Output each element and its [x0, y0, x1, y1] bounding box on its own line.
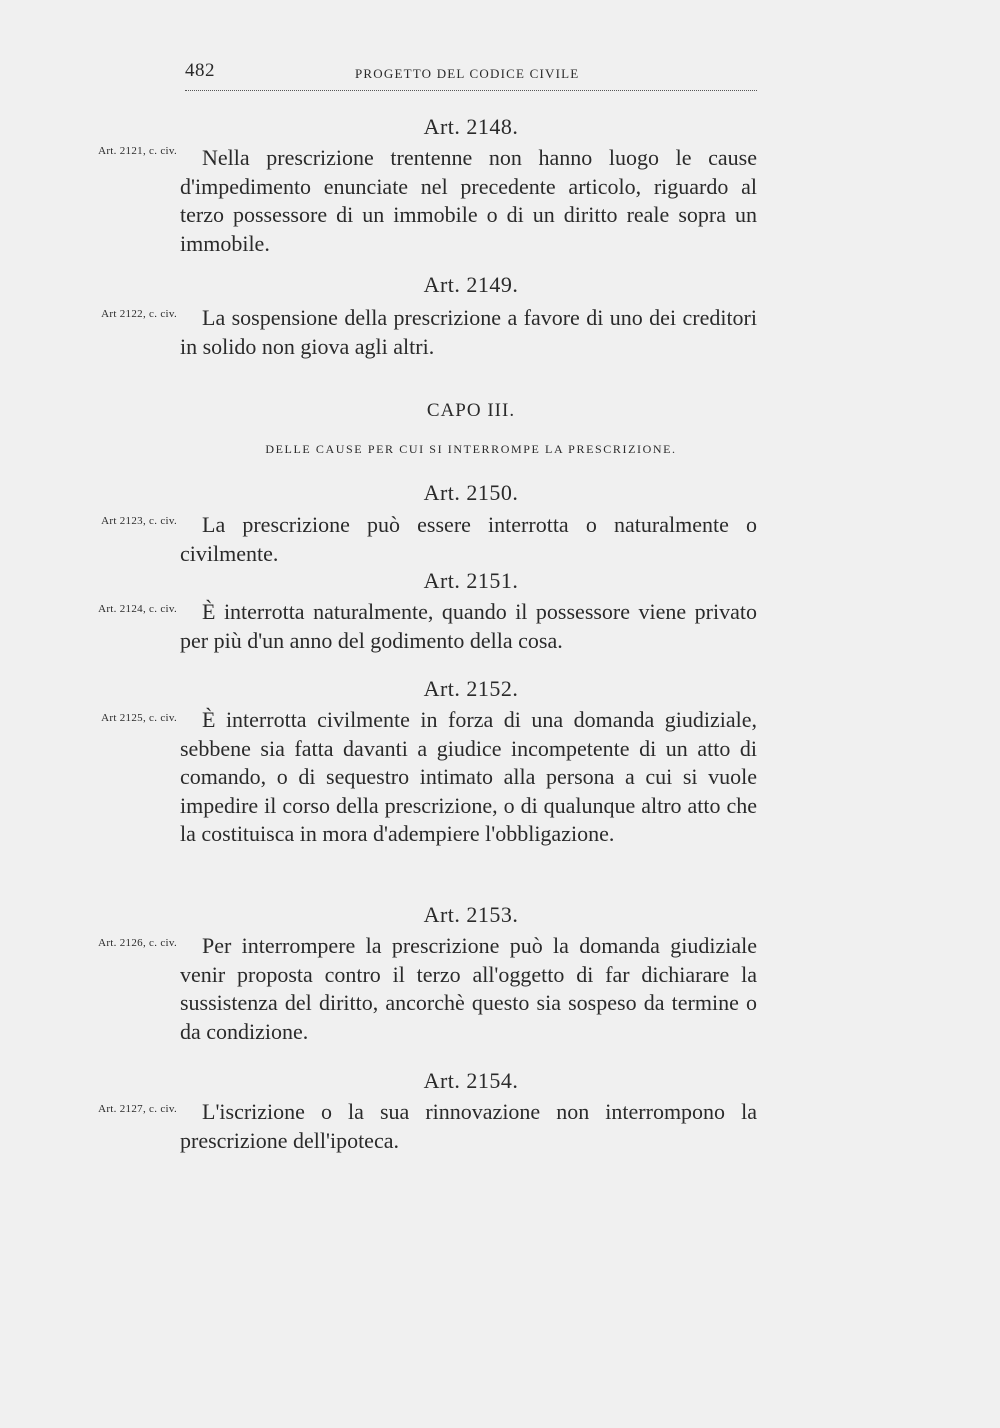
article-heading: Art. 2152. — [423, 676, 519, 701]
margin-note: Art 2125, c. civ. — [101, 712, 177, 724]
article-text: Nella prescrizione trentenne non hanno luogo le cause d'impedimento enunciate nel precedente articolo, riguardo al terzo possessore di un immobile o di un diritto reale sopra un immobile. — [180, 145, 757, 256]
margin-note: Art. 2127, c. civ. — [98, 1103, 177, 1115]
article-text: È interrotta civilmente in forza di una domanda giudiziale, sebbene sia fatta davanti a giudice incompetente di un atto di comando, o di sequestro intimato alla persona a cui si vuole impedire il corso della prescrizione, o di qualunque altro atto che la costituisca in mora d'adempiere l'obbligazione. — [180, 707, 757, 846]
article-text: È interrotta naturalmente, quando il possessore viene privato per più d'un anno del godimento della cosa. — [180, 599, 757, 653]
article-heading: Art. 2154. — [423, 1068, 519, 1093]
margin-note: Art 2123, c. civ. — [101, 515, 177, 527]
article-heading: Art. 2149. — [423, 272, 519, 297]
article-heading: Art. 2151. — [423, 568, 519, 593]
article-heading: Art. 2148. — [423, 114, 519, 139]
margin-note: Art 2122, c. civ. — [101, 308, 177, 320]
article-heading: Art. 2153. — [423, 902, 519, 927]
running-head — [185, 58, 757, 91]
margin-note: Art. 2124, c. civ. — [98, 603, 177, 615]
page-number: 482 — [185, 60, 215, 81]
article-text: L'iscrizione o la sua rinnovazione non interrompono la prescrizione dell'ipoteca. — [180, 1099, 757, 1153]
chapter-title: CAPO III. — [426, 400, 516, 421]
margin-note: Art. 2121, c. civ. — [98, 145, 177, 157]
article-text: La prescrizione può essere interrotta o naturalmente o civilmente. — [180, 512, 757, 566]
article-text: La sospensione della prescrizione a favore di uno dei creditori in solido non giova agli altri. — [180, 305, 757, 359]
running-title: PROGETTO DEL CODICE CIVILE — [355, 66, 580, 81]
margin-note: Art. 2126, c. civ. — [98, 937, 177, 949]
article-heading: Art. 2150. — [423, 480, 519, 505]
article-text: Per interrompere la prescrizione può la domanda giudiziale venir proposta contro il terzo all'oggetto di far dichiarare la sussistenza del diritto, ancorchè questo sia sospeso da termine o da condizione. — [180, 933, 757, 1044]
chapter-subtitle: DELLE CAUSE PER CUI SI INTERROMPE LA PRESCRIZIONE. — [265, 442, 677, 456]
